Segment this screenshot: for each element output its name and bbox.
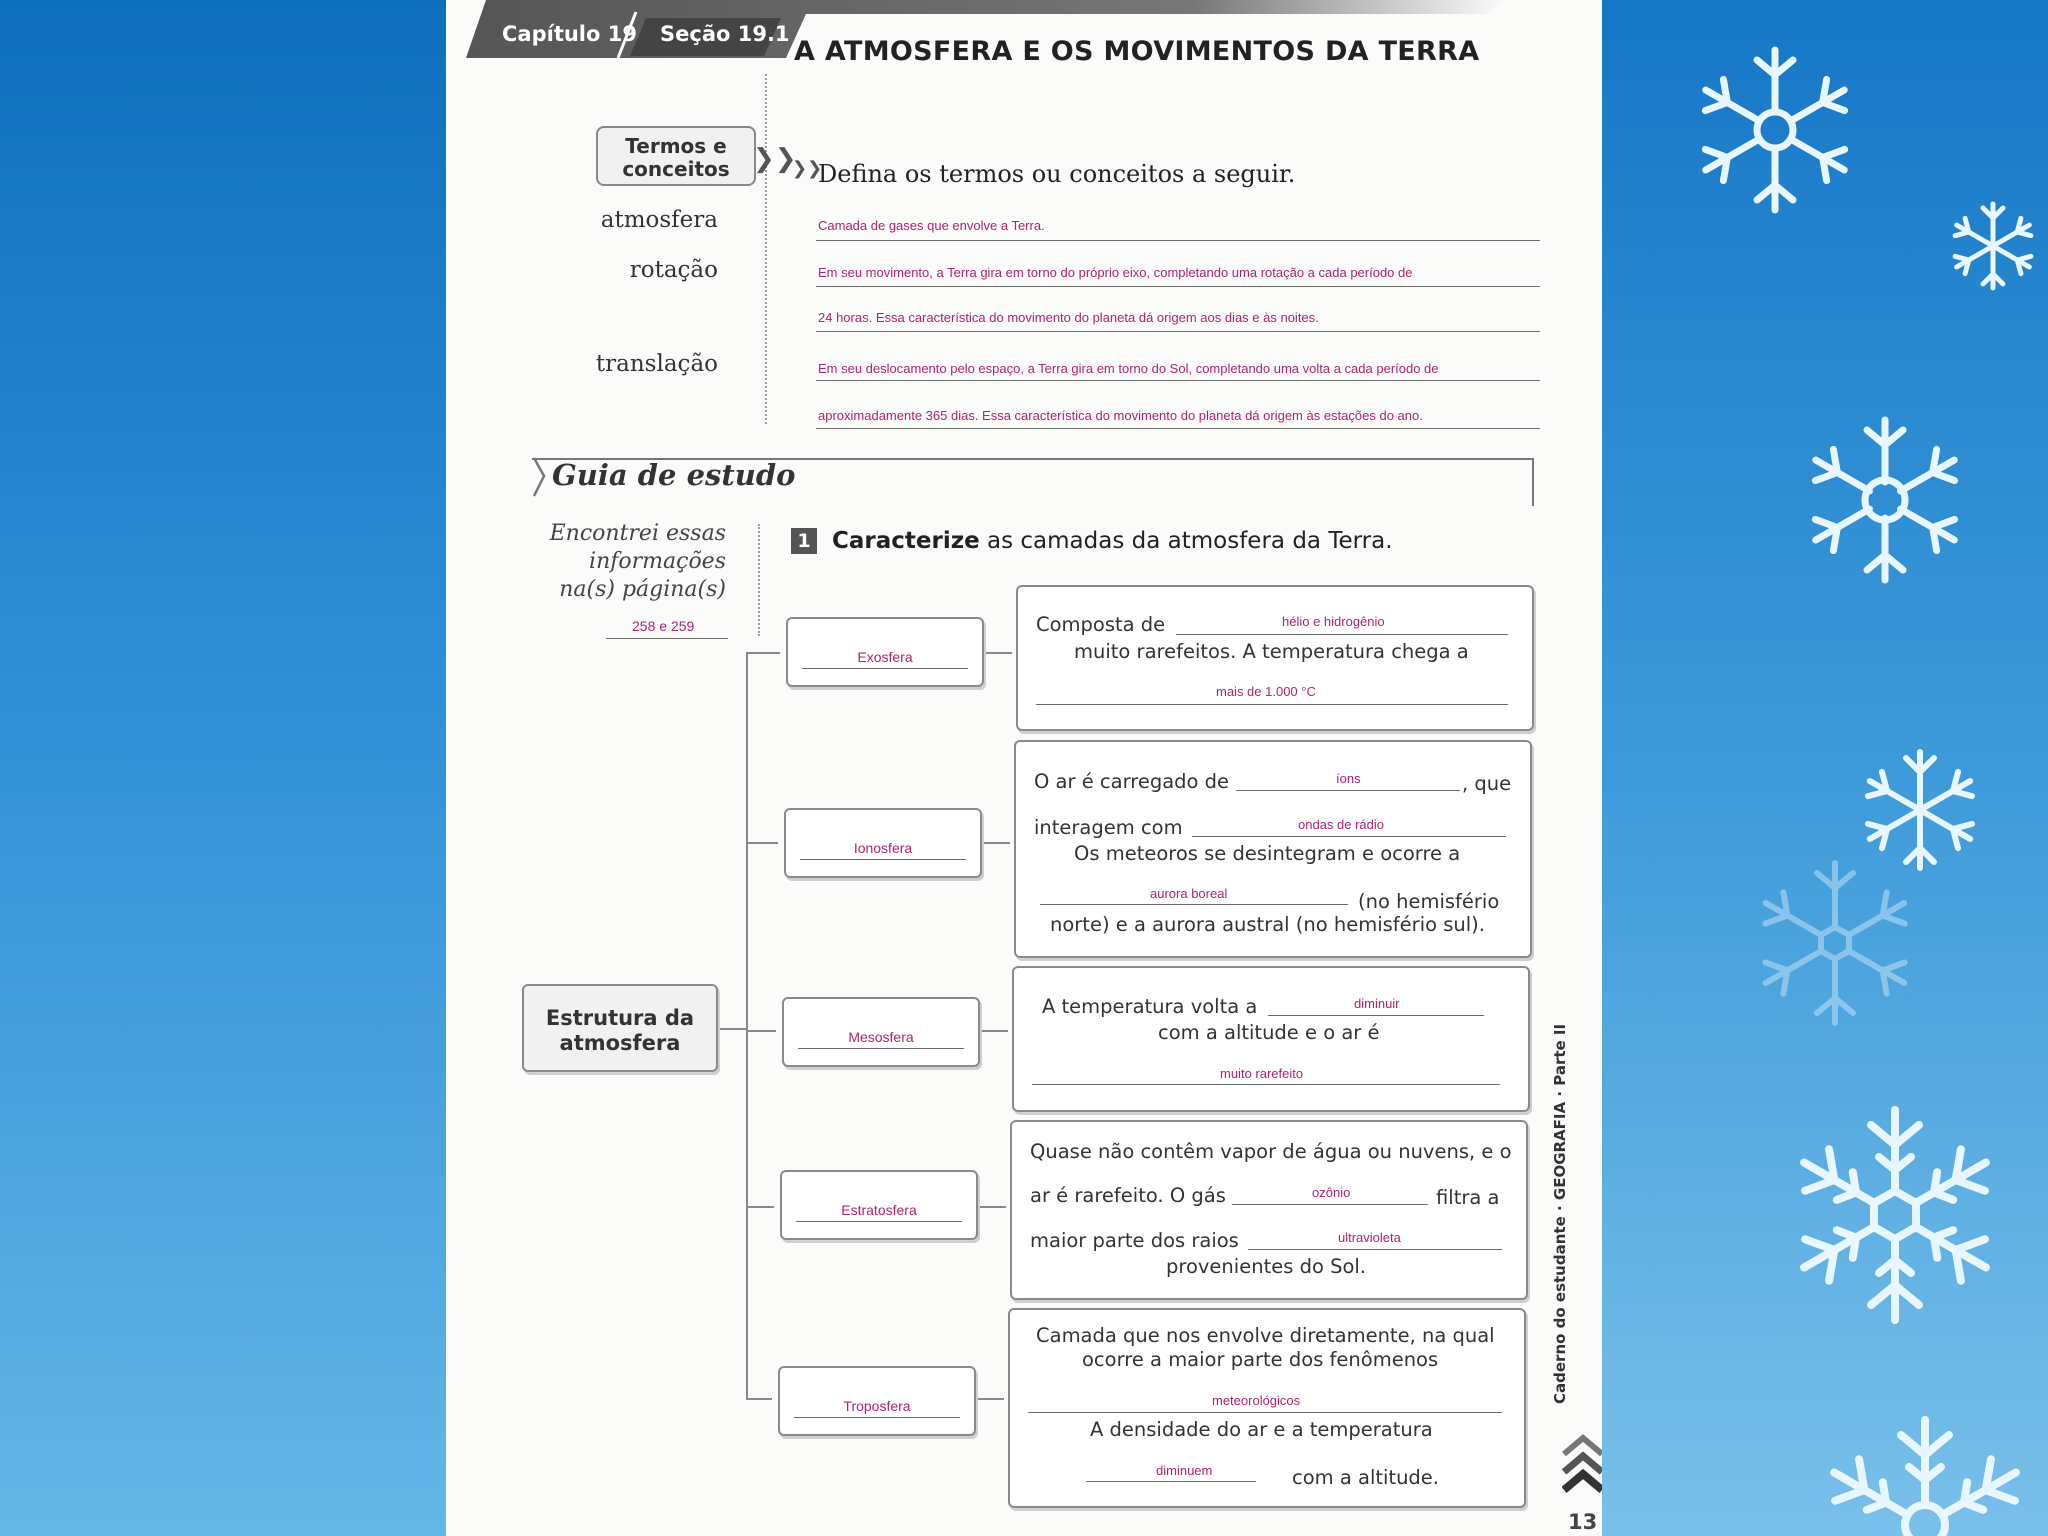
layer-answer: Exosfera — [857, 649, 913, 665]
question-number: 1 — [791, 528, 817, 554]
termos-label: Termos e — [625, 134, 727, 158]
instruction: Defina os termos ou conceitos a seguir. — [818, 160, 1296, 188]
found-line-3: na(s) página(s) — [559, 577, 726, 602]
desc-answer: ozônio — [1312, 1185, 1351, 1200]
found-line-1: Encontrei essas — [549, 521, 726, 546]
connector — [746, 842, 778, 844]
layer-troposfera — [778, 1366, 976, 1436]
layer-ionosfera — [784, 808, 982, 878]
answer-line — [1236, 790, 1460, 791]
layer-answer: Estratosfera — [841, 1202, 917, 1218]
divider — [758, 524, 760, 636]
chevron-up-icon — [1562, 1424, 1602, 1496]
desc-answer: hélio e hidrogênio — [1282, 614, 1385, 629]
snowflake-icon — [1790, 405, 1980, 595]
desc-text: ar é rarefeito. O gás — [1030, 1184, 1226, 1207]
answer-translacao-2: aproximadamente 365 dias. Essa característica do movimento do planeta dá origem às estações do ano. — [818, 408, 1423, 423]
footer-side-text: Caderno do estudante · GEOGRAFIA · Parte II — [1551, 1023, 1569, 1404]
section-heading: Guia de estudo — [552, 458, 796, 492]
snowflake-icon — [1750, 858, 1920, 1028]
answer-line — [816, 380, 1540, 381]
diagram-root — [522, 984, 718, 1072]
desc-answer: íons — [1336, 771, 1361, 786]
question-rest: as camadas da atmosfera da Terra. — [979, 528, 1393, 554]
answer-line — [1192, 836, 1506, 837]
desc-text: interagem com — [1034, 816, 1183, 839]
answer-line — [1268, 1015, 1484, 1016]
answer-line — [816, 428, 1540, 429]
layer-answer: Troposfera — [843, 1398, 911, 1414]
desc-text: maior parte dos raios — [1030, 1229, 1239, 1252]
layer-answer: Mesosfera — [848, 1029, 914, 1045]
term-translacao: translação — [595, 351, 718, 377]
desc-text: filtra a — [1436, 1186, 1500, 1209]
answer-line — [1176, 634, 1508, 635]
desc-answer: diminuir — [1354, 996, 1400, 1011]
answer-line — [1086, 1481, 1256, 1482]
answer-line — [1028, 1412, 1502, 1413]
answer-atmosfera: Camada de gases que envolve a Terra. — [818, 218, 1045, 233]
question-verb: Caracterize — [832, 528, 980, 554]
desc-text: Quase não contêm vapor de água ou nuvens, e o — [1030, 1140, 1512, 1163]
connector — [718, 1028, 746, 1030]
desc-text: (no hemisfério — [1358, 890, 1500, 913]
root-line-1: Estrutura da — [545, 1006, 695, 1030]
desc-answer: ultravioleta — [1338, 1230, 1401, 1245]
layer-estratosfera — [780, 1170, 978, 1240]
desc-text: muito rarefeitos. A temperatura chega a — [1074, 640, 1469, 663]
workbook-page — [446, 0, 1602, 1536]
question-text — [832, 528, 1393, 554]
desc-text: Os meteoros se desintegram e ocorre a — [1074, 842, 1461, 865]
answer-line — [1032, 1084, 1500, 1085]
answer-line — [816, 286, 1540, 287]
desc-text: com a altitude e o ar é — [1158, 1021, 1380, 1044]
connector — [746, 1030, 776, 1032]
connector — [746, 652, 780, 654]
termos-box — [596, 126, 756, 186]
bracket-icon — [530, 456, 550, 498]
answer-translacao-1: Em seu deslocamento pelo espaço, a Terra gira em torno do Sol, completando uma volta a cada período de — [818, 361, 1439, 376]
desc-text: Composta de — [1036, 613, 1166, 636]
chevron-right-icon: ❯❯ — [753, 144, 797, 174]
desc-text: A densidade do ar e a temperatura — [1090, 1418, 1433, 1441]
snowflake-icon — [1820, 1410, 2030, 1536]
answer-line — [1036, 704, 1508, 705]
layer-mesosfera — [782, 997, 980, 1067]
connector — [746, 652, 748, 1400]
answer-rotacao-2: 24 horas. Essa característica do movimento do planeta dá origem aos dias e às noites. — [818, 310, 1319, 325]
desc-text: O ar é carregado de — [1034, 770, 1230, 793]
term-atmosfera: atmosfera — [600, 207, 718, 233]
desc-text: , que — [1462, 772, 1512, 795]
pages-answer: 258 e 259 — [632, 618, 695, 634]
connector — [974, 1398, 1004, 1400]
connector — [978, 1030, 1008, 1032]
desc-text: provenientes do Sol. — [1166, 1255, 1366, 1278]
page-number: 13 — [1568, 1510, 1598, 1534]
answer-line — [816, 240, 1540, 241]
snowflake-icon — [1780, 1100, 2010, 1330]
desc-answer: ondas de rádio — [1298, 817, 1385, 832]
answer-line — [606, 638, 728, 639]
found-line-2: informações — [589, 549, 726, 574]
snowflake-icon — [1945, 198, 2041, 294]
chapter-label: Capítulo 19 — [502, 22, 637, 46]
answer-line — [1232, 1204, 1428, 1205]
desc-text: norte) e a aurora austral (no hemisfério sul). — [1050, 913, 1485, 936]
page-title: A ATMOSFERA E OS MOVIMENTOS DA TERRA — [794, 36, 1480, 67]
answer-rotacao-1: Em seu movimento, a Terra gira em torno do próprio eixo, completando uma rotação a cada período de — [818, 265, 1413, 280]
desc-answer: diminuem — [1156, 1463, 1213, 1478]
divider — [765, 74, 767, 424]
desc-answer: meteorológicos — [1212, 1393, 1301, 1408]
desc-text: Camada que nos envolve diretamente, na qual — [1036, 1324, 1495, 1347]
desc-answer: muito rarefeito — [1220, 1066, 1304, 1081]
snowflake-icon — [1855, 745, 1985, 875]
connector — [746, 1206, 774, 1208]
connector — [982, 652, 1012, 654]
connector — [976, 1206, 1006, 1208]
desc-answer: mais de 1.000 °C — [1216, 684, 1316, 699]
answer-line — [1248, 1249, 1502, 1250]
conceitos-label: conceitos — [622, 157, 730, 181]
section-rule-end — [1532, 458, 1534, 506]
connector — [980, 842, 1010, 844]
section-label: Seção 19.1 — [660, 22, 790, 46]
answer-line — [816, 331, 1540, 332]
desc-text: com a altitude. — [1292, 1466, 1440, 1489]
layer-exosfera — [786, 617, 984, 687]
desc-text: ocorre a maior parte dos fenômenos — [1082, 1348, 1439, 1371]
found-info — [526, 520, 726, 604]
desc-text: A temperatura volta a — [1042, 995, 1258, 1018]
desc-answer: aurora boreal — [1150, 886, 1228, 901]
answer-line — [1040, 904, 1348, 905]
term-rotacao: rotação — [629, 257, 718, 283]
root-line-2: atmosfera — [559, 1031, 681, 1055]
snowflake-icon — [1680, 40, 1870, 220]
chevron-right-icon: ❯❯ — [792, 158, 823, 179]
connector — [746, 1398, 772, 1400]
layer-answer: Ionosfera — [853, 840, 913, 856]
